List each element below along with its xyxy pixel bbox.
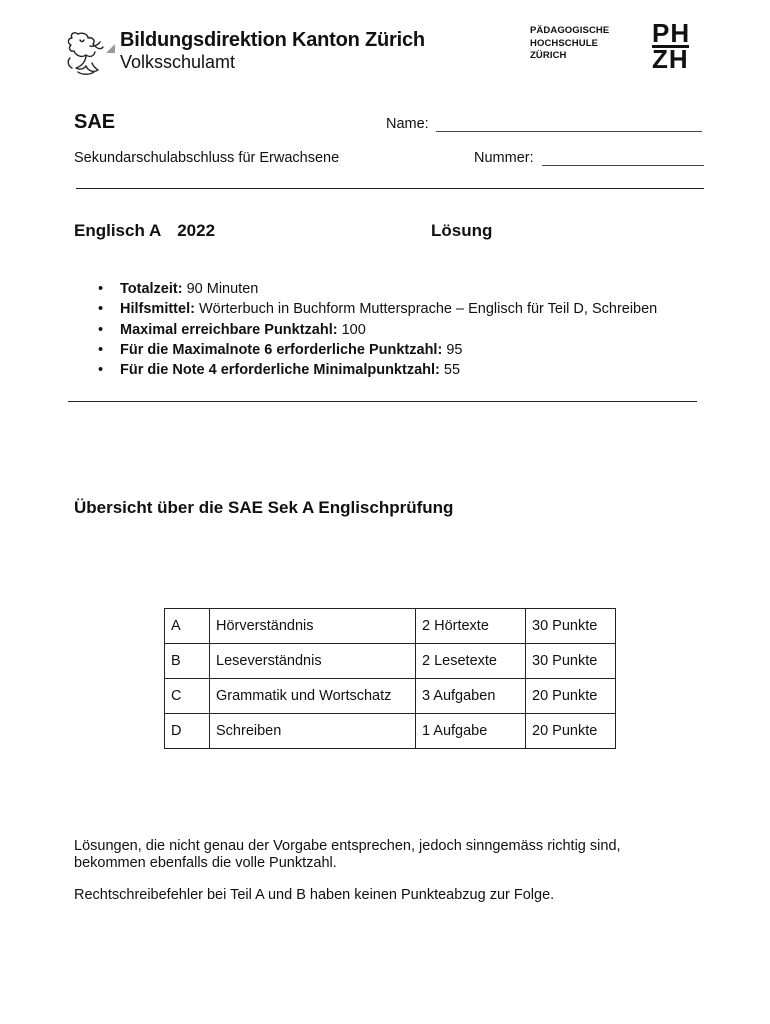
table-cell-tasks: 1 Aufgabe: [416, 714, 526, 749]
table-cell-part: C: [165, 679, 210, 714]
bullet-icon: •: [98, 281, 104, 297]
info-list: [96, 279, 657, 380]
divider: [68, 401, 697, 402]
table-row: [165, 644, 616, 679]
list-item: [96, 360, 657, 380]
page-subtitle: Sekundarschulabschluss für Erwachsene: [74, 150, 340, 166]
note-paragraph: Rechtschreibefehler bei Teil A und B haben keinen Punkteabzug zur Folge.: [74, 887, 555, 903]
table-cell-tasks: 2 Lesetexte: [416, 644, 526, 679]
info-label: Für die Note 4 erforderliche Minimalpunktzahl:: [120, 362, 440, 379]
info-value: 100: [341, 321, 366, 338]
page-title: SAE: [74, 111, 116, 133]
info-label: Hilfsmittel:: [120, 301, 195, 318]
name-field-line[interactable]: [436, 131, 702, 132]
number-field-line[interactable]: [542, 165, 704, 166]
name-label: Name:: [386, 116, 429, 132]
overview-heading: Übersicht über die SAE Sek A Englischprüfung: [74, 498, 454, 517]
table-row: [165, 714, 616, 749]
phzh-logo: [652, 18, 691, 74]
table-cell-points: 20 Punkte: [526, 679, 616, 714]
bullet-icon: •: [98, 362, 104, 379]
corner-mark-icon: [106, 44, 115, 53]
table-row: [165, 679, 616, 714]
table-cell-tasks: 2 Hörtexte: [416, 609, 526, 644]
org-subtitle: Volksschulamt: [120, 52, 236, 72]
phzh-line: PÄDAGOGISCHE: [530, 25, 610, 36]
table-cell-skill: Schreiben: [210, 714, 416, 749]
info-value: Wörterbuch in Buchform Muttersprache – Englisch für Teil D, Schreiben: [198, 301, 658, 318]
info-label: Totalzeit:: [120, 281, 183, 297]
list-item: [96, 320, 657, 340]
number-label: Nummer:: [474, 150, 534, 166]
info-value: 55: [443, 362, 461, 379]
table-cell-points: 30 Punkte: [526, 609, 616, 644]
divider: [76, 188, 704, 189]
table-cell-points: 30 Punkte: [526, 644, 616, 679]
info-value: 90 Minuten: [186, 281, 259, 297]
table-cell-part: D: [165, 714, 210, 749]
exam-year: 2022: [177, 221, 216, 240]
table-cell-skill: Hörverständnis: [210, 609, 416, 644]
bullet-icon: •: [98, 341, 104, 358]
table-row: [165, 609, 616, 644]
table-cell-tasks: 3 Aufgaben: [416, 679, 526, 714]
phzh-logo-bottom: ZH: [652, 44, 689, 74]
exam-subject: Englisch A: [74, 221, 162, 240]
table-cell-part: A: [165, 609, 210, 644]
table-cell-points: 20 Punkte: [526, 714, 616, 749]
phzh-line: ZÜRICH: [530, 50, 567, 61]
table-cell-skill: Leseverständnis: [210, 644, 416, 679]
org-title: Bildungsdirektion Kanton Zürich: [120, 29, 425, 51]
table-cell-part: B: [165, 644, 210, 679]
phzh-name: [530, 25, 609, 63]
bullet-icon: •: [98, 321, 104, 338]
list-item: [96, 299, 657, 319]
list-item: [96, 340, 657, 360]
info-value: 95: [446, 341, 463, 358]
phzh-logo-top: PH: [652, 18, 691, 48]
info-label: Maximal erreichbare Punktzahl:: [120, 321, 338, 338]
lion-icon: [64, 28, 106, 76]
bullet-icon: •: [98, 301, 104, 318]
table-cell-skill: Grammatik und Wortschatz: [210, 679, 416, 714]
list-item: [96, 279, 657, 299]
solution-label: Lösung: [431, 221, 493, 240]
exam-title: [74, 221, 215, 241]
overview-table: [164, 608, 616, 749]
phzh-line: HOCHSCHULE: [530, 37, 599, 49]
note-paragraph: Lösungen, die nicht genau der Vorgabe entsprechen, jedoch sinngemäss richtig sind, bekommen ebenfalls die volle Punktzahl.: [74, 838, 621, 871]
info-label: Für die Maximalnote 6 erforderliche Punktzahl:: [120, 341, 443, 358]
